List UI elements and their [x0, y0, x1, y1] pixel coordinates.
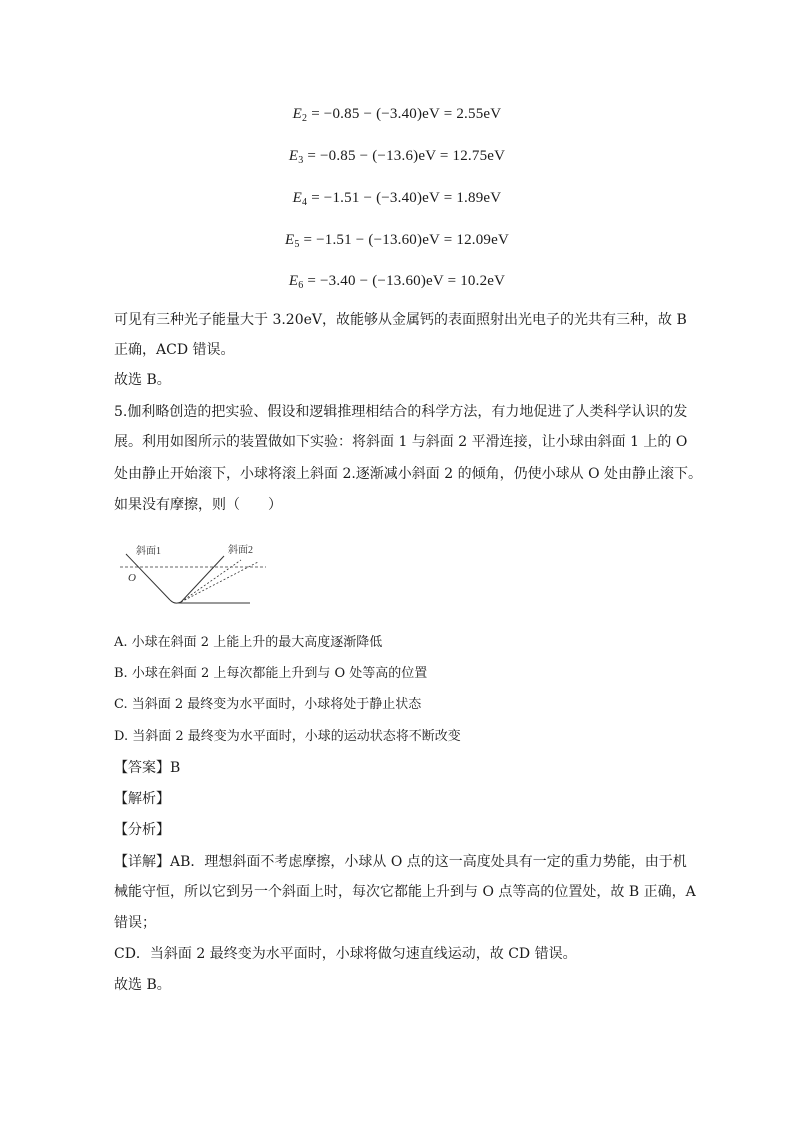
conclusion-line-1: 可见有三种光子能量大于 3.20eV，故能够从金属钙的表面照射出光电子的光共有三种，故 B	[114, 312, 687, 328]
incline-diagram	[118, 540, 268, 610]
equation-symbol: E	[284, 232, 295, 248]
label-slope-2: 斜面2	[228, 545, 253, 556]
equation-subscript: 4	[302, 197, 308, 208]
equation-e3	[0, 148, 794, 166]
equation-rhs: = −1.51 − (−3.40)eV = 1.89eV	[307, 190, 502, 206]
equation-symbol: E	[288, 148, 299, 164]
slope-2-variant-2	[181, 562, 258, 602]
detail-line-2: 械能守恒，所以它到另一个斜面上时，每次它都能上升到与 O 点等高的位置处，故 B 正确，A	[114, 884, 696, 900]
equation-e4	[0, 190, 794, 208]
question-5-line-4: 如果没有摩擦，则（ ）	[114, 497, 282, 513]
detail-line-5: 故选 B。	[114, 977, 171, 993]
incline-figure	[118, 540, 268, 614]
equation-symbol: E	[288, 273, 299, 289]
detail-line-4: CD．当斜面 2 最终变为水平面时，小球将做匀速直线运动，故 CD 错误。	[114, 946, 577, 962]
question-5-line-2: 展。利用如图所示的装置做如下实验：将斜面 1 与斜面 2 平滑连接，让小球由斜面 1 上的 O	[114, 434, 688, 450]
equation-symbol: E	[292, 190, 303, 206]
equation-subscript: 5	[294, 239, 300, 250]
equation-e2	[0, 106, 794, 124]
conclusion-line-2: 正确，ACD 错误。	[114, 342, 235, 358]
option-a: A. 小球在斜面 2 上能上升的最大高度逐渐降低	[114, 635, 383, 650]
detail-line-3: 错误；	[114, 915, 156, 931]
detail-line-1: 【详解】AB．理想斜面不考虑摩擦，小球从 O 点的这一高度处具有一定的重力势能，由于机	[114, 854, 687, 870]
option-b: B. 小球在斜面 2 上每次都能上升到与 O 处等高的位置	[114, 666, 428, 681]
fenxi-header: 【分析】	[114, 822, 170, 838]
question-5-line-1: 5.伽利略创造的把实验、假设和逻辑推理相结合的科学方法，有力地促进了人类科学认识的发	[114, 404, 688, 420]
equation-symbol: E	[292, 106, 303, 122]
slope-2-variant-1	[181, 560, 241, 602]
equation-rhs: = −3.40 − (−13.60)eV = 10.2eV	[303, 273, 506, 289]
label-point-o: O	[128, 572, 136, 584]
equation-e5	[0, 232, 794, 250]
equation-subscript: 2	[302, 113, 308, 124]
equation-e6	[0, 273, 794, 291]
equation-subscript: 6	[298, 280, 304, 291]
slope-2-line	[181, 556, 224, 602]
option-d: D. 当斜面 2 最终变为水平面时，小球的运动状态将不断改变	[114, 729, 461, 744]
equation-rhs: = −0.85 − (−13.6)eV = 12.75eV	[303, 148, 506, 164]
analysis-header: 【解析】	[114, 791, 170, 807]
conclusion-line-3: 故选 B。	[114, 372, 171, 388]
answer-line: 【答案】B	[114, 760, 181, 776]
equation-subscript: 3	[298, 155, 304, 166]
equation-rhs: = −0.85 − (−3.40)eV = 2.55eV	[307, 106, 502, 122]
question-5-line-3: 处由静止开始滚下，小球将滚上斜面 2.逐渐减小斜面 2 的倾角，仍使小球从 O 处由静止滚下。	[114, 466, 702, 482]
option-c: C. 当斜面 2 最终变为水平面时，小球将处于静止状态	[114, 697, 422, 712]
label-slope-1: 斜面1	[136, 546, 161, 557]
equation-rhs: = −1.51 − (−13.60)eV = 12.09eV	[299, 232, 510, 248]
